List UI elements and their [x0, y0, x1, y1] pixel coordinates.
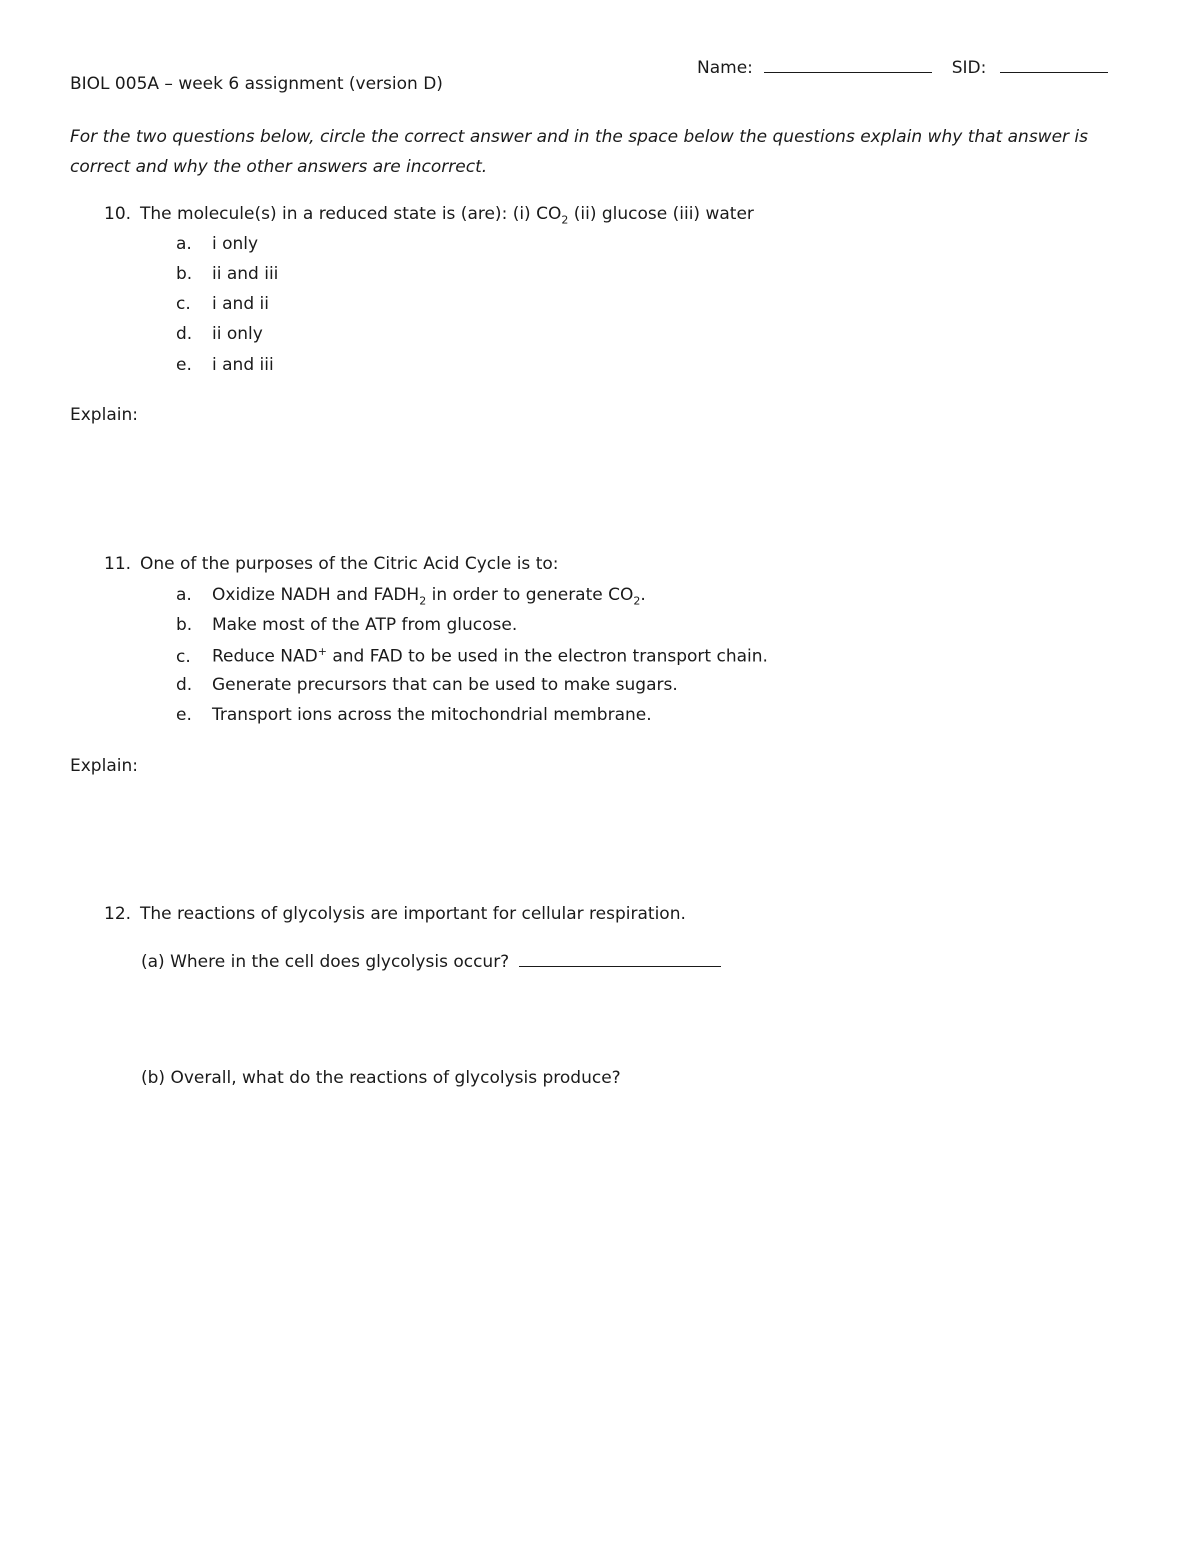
- question-12-stem: 12. The reactions of glycolysis are important for cellular respiration.: [104, 904, 686, 924]
- sid-label: SID:: [951, 58, 987, 78]
- q12-part-a: (a) Where in the cell does glycolysis occur?: [141, 952, 721, 972]
- q10-explain-label: Explain:: [70, 405, 138, 425]
- question-10-stem: 10. The molecule(s) in a reduced state is (are): (i) $CO_2$ (ii) glucose (iii) water: [104, 204, 754, 227]
- q10-option-d[interactable]: d. ii only: [176, 324, 263, 344]
- q11-option-a[interactable]: a. Oxidize NADH and $FADH_2$ in order to generate $CO_2$.: [176, 585, 646, 608]
- student-id-line: [697, 58, 1108, 78]
- q11-option-e[interactable]: e. Transport ions across the mitochondrial membrane.: [176, 705, 652, 725]
- q11-explain-label: Explain:: [70, 756, 138, 776]
- q11-option-d[interactable]: d. Generate precursors that can be used to make sugars.: [176, 675, 678, 695]
- q11-option-b[interactable]: b. Make most of the ATP from glucose.: [176, 615, 518, 635]
- q10-option-b[interactable]: b. ii and iii: [176, 264, 279, 284]
- question-11-stem: 11. One of the purposes of the Citric Acid Cycle is to:: [104, 554, 559, 574]
- instructions: For the two questions below, circle the correct answer and in the space below the questions explain why that answer is correct and why the other answers are incorrect.: [70, 127, 1089, 177]
- assignment-title: BIOL 005A – week 6 assignment (version D): [70, 74, 443, 94]
- question-number: 10.: [104, 204, 132, 224]
- q11-option-c[interactable]: c. Reduce NAD+ and FAD to be used in the electron transport chain.: [176, 645, 768, 667]
- q12-part-a-blank[interactable]: [519, 952, 721, 967]
- q10-option-a[interactable]: a. i only: [176, 234, 259, 254]
- q12-part-b: (b) Overall, what do the reactions of glycolysis produce?: [141, 1068, 621, 1088]
- name-label: Name:: [697, 58, 753, 78]
- sid-blank[interactable]: [1000, 58, 1108, 73]
- q10-option-c[interactable]: c. i and ii: [176, 294, 269, 314]
- question-number: 11.: [104, 554, 132, 574]
- question-number: 12.: [104, 904, 132, 924]
- name-blank[interactable]: [764, 58, 932, 73]
- q10-option-e[interactable]: e. i and iii: [176, 355, 274, 375]
